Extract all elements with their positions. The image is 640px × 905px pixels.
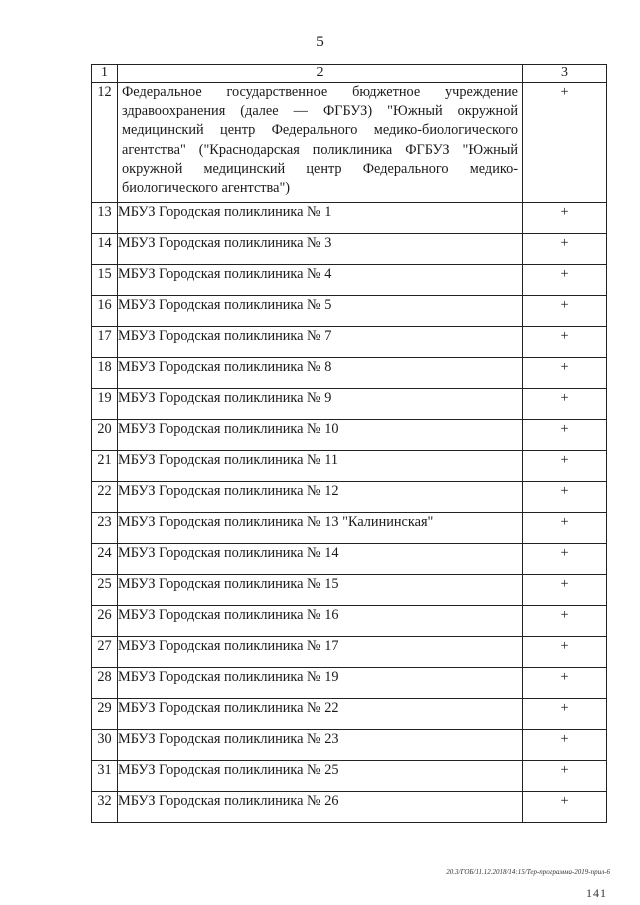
institution-name-cell: МБУЗ Городская поликлиника № 13 "Калининская" — [118, 513, 523, 544]
institution-name-cell: МБУЗ Городская поликлиника № 22 — [118, 699, 523, 730]
table-row — [92, 668, 607, 699]
participation-mark-cell: + — [523, 265, 607, 296]
row-number-cell: 18 — [92, 358, 118, 389]
page-mark: 141 — [586, 886, 607, 900]
participation-mark-cell: + — [523, 575, 607, 606]
row-number-cell: 20 — [92, 420, 118, 451]
table-row — [92, 83, 607, 203]
participation-mark-cell: + — [523, 730, 607, 761]
row-number-cell: 26 — [92, 606, 118, 637]
institution-name-cell: МБУЗ Городская поликлиника № 14 — [118, 544, 523, 575]
row-number-cell: 15 — [92, 265, 118, 296]
table-row — [92, 203, 607, 234]
participation-mark-cell: + — [523, 606, 607, 637]
participation-mark-cell: + — [523, 420, 607, 451]
participation-mark-cell: + — [523, 296, 607, 327]
institution-name-cell: МБУЗ Городская поликлиника № 16 — [118, 606, 523, 637]
participation-mark-cell: + — [523, 761, 607, 792]
participation-mark-cell: + — [523, 513, 607, 544]
row-number-cell: 28 — [92, 668, 118, 699]
institution-name-cell: МБУЗ Городская поликлиника № 1 — [118, 203, 523, 234]
row-number-cell: 31 — [92, 761, 118, 792]
institution-name-cell: МБУЗ Городская поликлиника № 17 — [118, 637, 523, 668]
row-number-cell: 32 — [92, 792, 118, 823]
participation-mark-cell: + — [523, 482, 607, 513]
participation-mark-cell: + — [523, 327, 607, 358]
row-number-cell: 23 — [92, 513, 118, 544]
institution-name-cell: МБУЗ Городская поликлиника № 25 — [118, 761, 523, 792]
participation-mark-cell: + — [523, 389, 607, 420]
participation-mark-cell: + — [523, 637, 607, 668]
institution-name-cell: МБУЗ Городская поликлиника № 10 — [118, 420, 523, 451]
table-row — [92, 389, 607, 420]
table-row — [92, 544, 607, 575]
participation-mark-cell: + — [523, 699, 607, 730]
institution-name-cell: МБУЗ Городская поликлиника № 26 — [118, 792, 523, 823]
institution-name-cell: МБУЗ Городская поликлиника № 19 — [118, 668, 523, 699]
table-row — [92, 482, 607, 513]
row-number-cell: 30 — [92, 730, 118, 761]
table-row — [92, 699, 607, 730]
header-cell-3: 3 — [523, 65, 607, 83]
institution-name-cell: МБУЗ Городская поликлиника № 9 — [118, 389, 523, 420]
participation-mark-cell: + — [523, 83, 607, 203]
table-row — [92, 420, 607, 451]
table-row — [92, 234, 607, 265]
participation-mark-cell: + — [523, 234, 607, 265]
row-number-cell: 21 — [92, 451, 118, 482]
participation-mark-cell: + — [523, 451, 607, 482]
table-row — [92, 296, 607, 327]
row-number-cell: 16 — [92, 296, 118, 327]
row-number-cell: 29 — [92, 699, 118, 730]
institution-name-cell: МБУЗ Городская поликлиника № 7 — [118, 327, 523, 358]
table-row — [92, 575, 607, 606]
participation-mark-cell: + — [523, 358, 607, 389]
header-cell-1: 1 — [92, 65, 118, 83]
row-number-cell: 24 — [92, 544, 118, 575]
institution-name-cell: МБУЗ Городская поликлиника № 11 — [118, 451, 523, 482]
participation-mark-cell: + — [523, 544, 607, 575]
table-row — [92, 358, 607, 389]
row-number-cell: 14 — [92, 234, 118, 265]
row-number-cell: 22 — [92, 482, 118, 513]
table-row — [92, 606, 607, 637]
row-number-cell: 27 — [92, 637, 118, 668]
row-number-cell: 25 — [92, 575, 118, 606]
table-row — [92, 637, 607, 668]
institution-name-cell: МБУЗ Городская поликлиника № 15 — [118, 575, 523, 606]
participation-mark-cell: + — [523, 668, 607, 699]
table-row — [92, 265, 607, 296]
institution-name-cell: МБУЗ Городская поликлиника № 23 — [118, 730, 523, 761]
row-number-cell: 19 — [92, 389, 118, 420]
table-row — [92, 792, 607, 823]
institution-name-cell: МБУЗ Городская поликлиника № 12 — [118, 482, 523, 513]
participation-mark-cell: + — [523, 203, 607, 234]
institutions-table — [91, 64, 607, 823]
page-number: 5 — [316, 34, 324, 50]
row-number-cell: 12 — [92, 83, 118, 203]
participation-mark-cell: + — [523, 792, 607, 823]
row-number-cell: 17 — [92, 327, 118, 358]
table-row — [92, 327, 607, 358]
table-row — [92, 451, 607, 482]
institution-name-cell: МБУЗ Городская поликлиника № 5 — [118, 296, 523, 327]
table-row — [92, 761, 607, 792]
table-row — [92, 513, 607, 544]
table-row — [92, 730, 607, 761]
document-code: 20.3/ГОБ/11.12.2018/14:15/Тер-программа-2019-прил-6 — [446, 868, 610, 876]
institution-name-cell: МБУЗ Городская поликлиника № 3 — [118, 234, 523, 265]
institution-name-cell: МБУЗ Городская поликлиника № 4 — [118, 265, 523, 296]
institution-name-cell: МБУЗ Городская поликлиника № 8 — [118, 358, 523, 389]
row-number-cell: 13 — [92, 203, 118, 234]
header-cell-2: 2 — [118, 65, 523, 83]
table-header-row — [92, 65, 607, 83]
institution-name-cell: Федеральное государственное бюджетное учреждение здравоохранения (далее — ФГБУЗ) "Южный окружной медицинский центр Федерального медико-биологического агентства" ("Краснодарская поликлиника ФГБУЗ "Южный окружной медицинский центр Федерального медико-биологического агентства") — [118, 83, 523, 203]
